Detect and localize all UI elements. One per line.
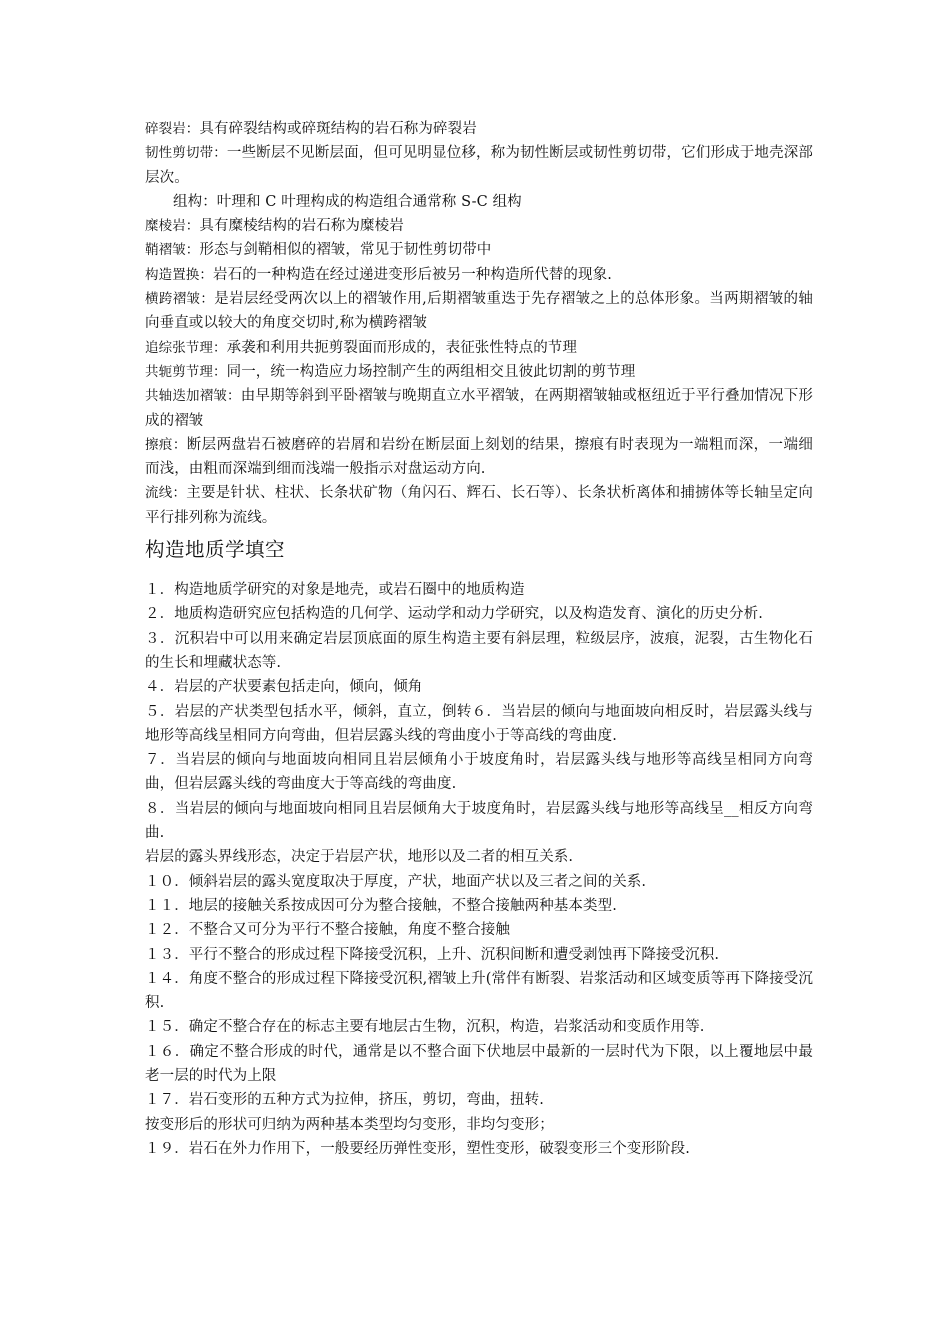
definition-term: 横跨褶皱：	[145, 291, 215, 308]
definition-sc-fabric	[145, 190, 813, 214]
list-item: １２．不整合又可分为平行不整合接触，角度不整合接触	[145, 922, 510, 939]
document-content	[145, 117, 813, 1161]
definition-flow-line	[145, 481, 813, 530]
list-item: ８．当岩层的倾向与地面坡向相同且岩层倾角大于坡度角时，岩层露头线与地形等高线呈__相反方向弯曲.	[145, 800, 813, 842]
definition-term: 共轴迭加褶皱：	[145, 388, 241, 405]
definition-cross-fold	[145, 287, 813, 336]
definition-text: 一些断层不见断层面，但可见明显位移，称为韧性断层或韧性剪切带，它们形成于地壳深部层次。	[145, 145, 813, 186]
definition-text: 形态与剑鞘相似的褶皱，常见于韧性剪切带中	[199, 242, 492, 259]
definition-term: 鞘褶皱：	[145, 242, 200, 259]
definition-cataclasite	[145, 117, 813, 141]
definition-term: 韧性剪切带：	[145, 145, 227, 162]
definition-tension-joint	[145, 336, 813, 360]
definition-term: 糜棱岩：	[145, 218, 200, 235]
list-item: １．构造地质学研究的对象是地壳，或岩石圈中的地质构造	[145, 582, 525, 599]
list-item: １９．岩石在外力作用下，一般要经历弹性变形，塑性变形，破裂变形三个变形阶段.	[145, 1140, 690, 1157]
list-item: １１．地层的接触关系按成因可分为整合接触，不整合接触两种基本类型.	[145, 897, 617, 914]
definition-mylonite	[145, 214, 813, 238]
list-item: ４．岩层的产状要素包括走向，倾向，倾角	[145, 679, 423, 696]
definition-text: 具有糜棱结构的岩石称为糜棱岩	[199, 218, 404, 235]
definition-text: 承袭和利用共扼剪裂面而形成的，表征张性特点的节理	[226, 339, 578, 356]
list-item: １０．倾斜岩层的露头宽度取决于厚度，产状，地面产状以及三者之间的关系.	[145, 873, 647, 890]
list-item: ５．岩层的产状类型包括水平，倾斜，直立，倒转６．当岩层的倾向与地面坡向相反时，岩层露头线与地形等高线呈相同方向弯曲，但岩层露头线的弯曲度小于等高线的弯曲度.	[145, 703, 813, 744]
section-title: 构造地质学填空	[145, 538, 286, 562]
definition-term: 追综张节理：	[145, 339, 227, 356]
definition-conjugate-shear-joint	[145, 360, 813, 384]
definition-term: 构造置换：	[145, 266, 213, 283]
list-item: １６．确定不整合形成的时代，通常是以不整合面下伏地层中最新的一层时代为下限，以上覆地层中最老一层的时代为上限	[145, 1043, 813, 1084]
definition-sheath-fold	[145, 238, 813, 262]
list-item: 岩层的露头界线形态，决定于岩层产状，地形以及二者的相互关系.	[145, 849, 574, 866]
list-item: 按变形后的形状可归纳为两种基本类型均匀变形，非均匀变形；	[145, 1116, 554, 1133]
definition-text: 是岩层经受两次以上的褶皱作用,后期褶皱重迭于先存褶皱之上的总体形象。当两期褶皱的轴向垂直或以较大的角度交切时,称为横跨褶皱	[145, 291, 813, 332]
definition-slickenside	[145, 433, 813, 482]
definition-term: 流线：	[145, 485, 187, 502]
list-item: ３．沉积岩中可以用来确定岩层顶底面的原生构造主要有斜层理，粒级层序，波痕，泥裂，古生物化石的生长和埋藏状态等.	[145, 630, 813, 671]
list-item: １４．角度不整合的形成过程下降接受沉积,褶皱上升(常伴有断裂、岩浆活动和区域变质等再下降接受沉积.	[145, 970, 813, 1012]
list-item: １３．平行不整合的形成过程下降接受沉积，上升、沉积间断和遭受剥蚀再下降接受沉积.	[145, 946, 720, 963]
definition-term: 碎裂岩：	[145, 121, 200, 137]
fill-in-list	[145, 578, 813, 1161]
definition-term: 共轭剪节理：	[145, 363, 227, 380]
definition-text: 同一，统一构造应力场控制产生的两组相交且彼此切割的剪节理	[226, 363, 636, 380]
definition-text: 由早期等斜到平卧褶皱与晚期直立水平褶皱，在两期褶皱轴或枢纽近于平行叠加情况下形成的褶皱	[145, 388, 813, 429]
definition-text: 断层两盘岩石被磨碎的岩屑和岩纷在断层面上刻划的结果，擦痕有时表现为一端粗而深，一端细而浅，由粗而深端到细而浅端一般指示对盘运动方向.	[145, 436, 813, 478]
definition-transposition	[145, 263, 813, 287]
list-item: ７．当岩层的倾向与地面坡向相同且岩层倾角小于坡度角时，岩层露头线与地形等高线呈相同方向弯曲，但岩层露头线的弯曲度大于等高线的弯曲度.	[145, 752, 813, 793]
definition-text: 岩石的一种构造在经过递进变形后被另一种构造所代替的现象.	[213, 266, 612, 283]
definition-text: 组构：叶理和 C 叶理构成的构造组合通常称 S-C 组构	[173, 193, 522, 210]
definition-term: 擦痕：	[145, 436, 187, 453]
list-item: １７．岩石变形的五种方式为拉伸，挤压，剪切，弯曲，扭转.	[145, 1092, 544, 1109]
list-item: １５．确定不整合存在的标志主要有地层古生物，沉积，构造，岩浆活动和变质作用等.	[145, 1019, 705, 1036]
definition-text: 具有碎裂结构或碎斑结构的岩石称为碎裂岩	[199, 121, 477, 137]
list-item: ２．地质构造研究应包括构造的几何学、运动学和动力学研究，以及构造发育、演化的历史分析.	[145, 606, 763, 623]
definition-ductile-shear-zone	[145, 141, 813, 190]
definition-coaxial-fold	[145, 384, 813, 433]
definition-text: 主要是针状、柱状、长条状矿物（角闪石、辉石、长石等）、长条状析离体和捕掳体等长轴呈定向平行排列称为流线。	[145, 485, 813, 526]
